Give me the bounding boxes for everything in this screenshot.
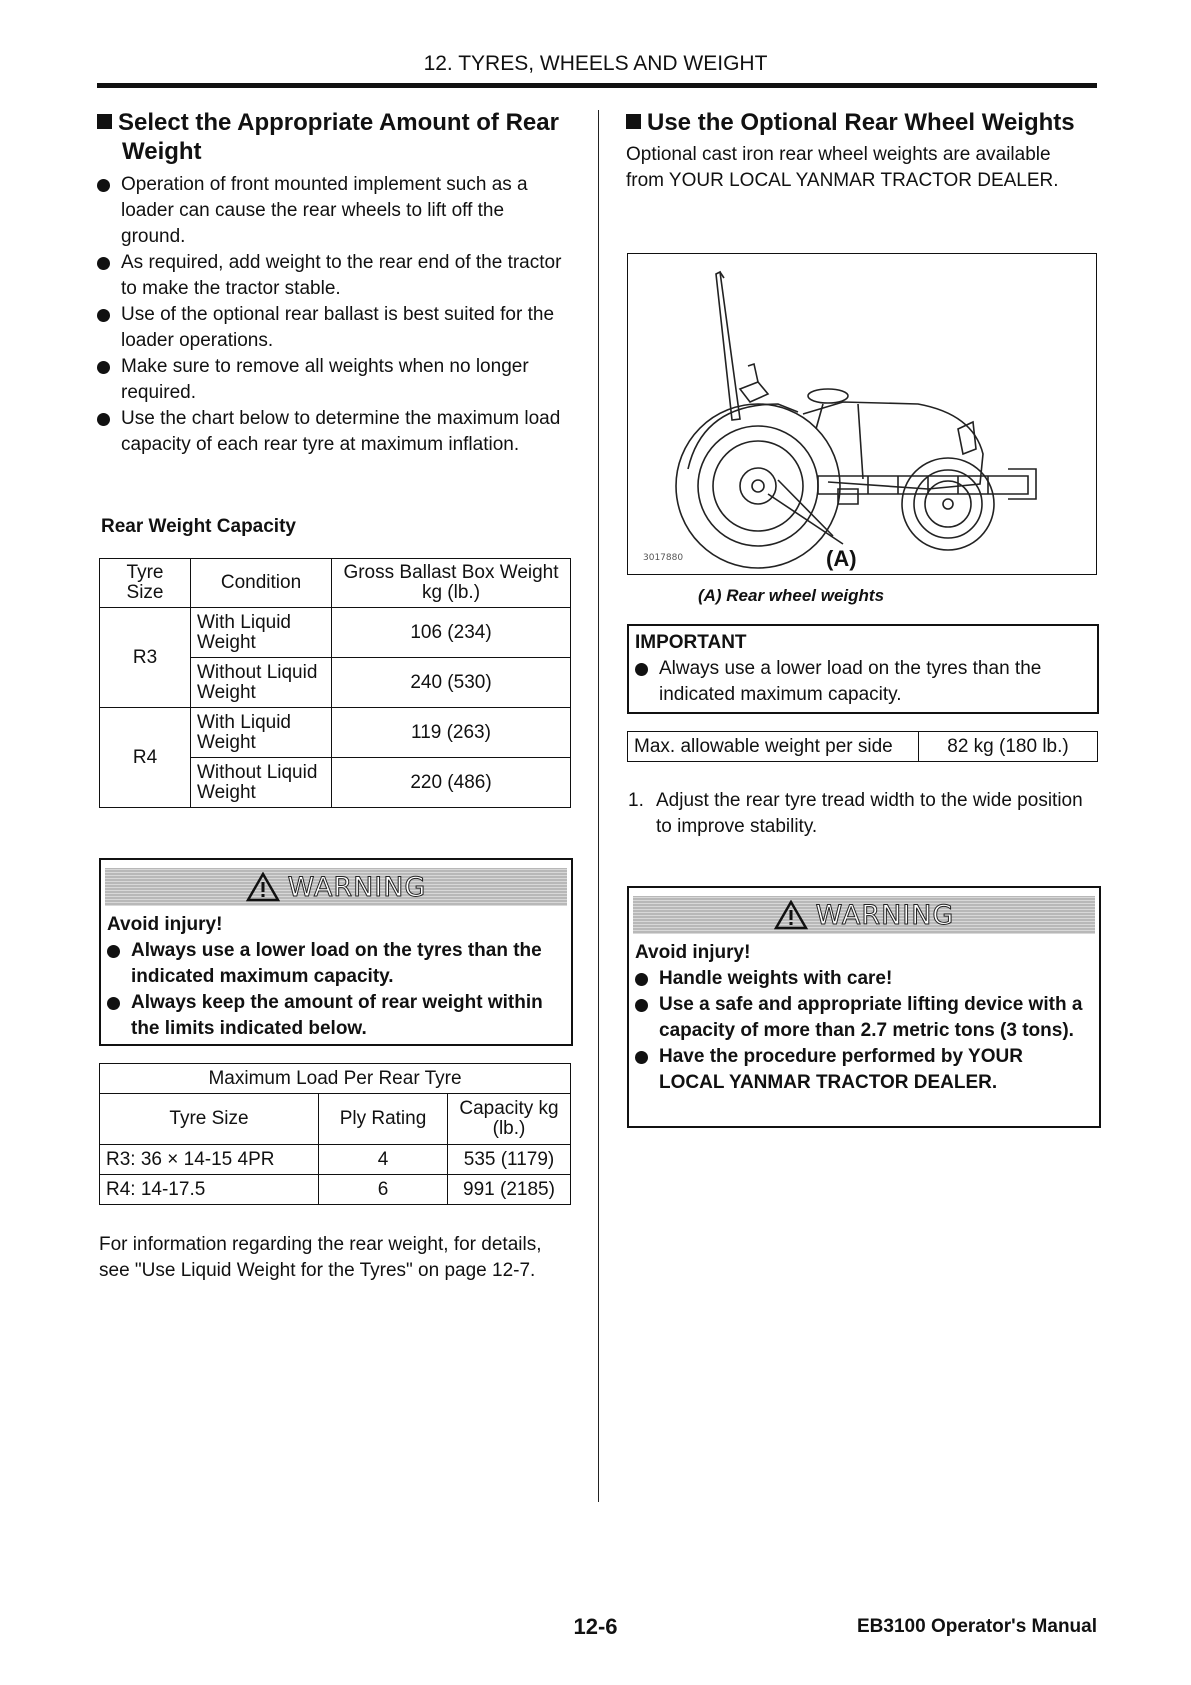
- important-box: [627, 624, 1099, 714]
- manual-title: EB3100 Operator's Manual: [857, 1616, 1097, 1637]
- max-load-table: [99, 1063, 571, 1205]
- ply-rating-cell: 6: [319, 1175, 448, 1205]
- section-heading-rear-weight: Select the Appropriate Amount of Rear Weight: [97, 108, 577, 166]
- bullet-item: Operation of front mounted implement such as a loader can cause the rear wheels to lift off the ground.: [97, 172, 567, 250]
- table-header-row: [100, 1094, 571, 1145]
- bullet-item: Make sure to remove all weights when no longer required.: [97, 354, 567, 406]
- figure-code: 3017880: [643, 553, 684, 563]
- warning-box-right: [627, 886, 1101, 1128]
- capacity-cell: 535 (1179): [448, 1145, 571, 1175]
- header-tyre-size: Tyre Size: [100, 1094, 319, 1145]
- header-tyre-size: Tyre Size: [100, 559, 191, 608]
- important-title: IMPORTANT: [635, 632, 747, 653]
- important-bullet: Always use a lower load on the tyres than the indicated maximum capacity.: [635, 656, 1091, 708]
- rear-weight-info-note: For information regarding the rear weight, for details, see "Use Liquid Weight for the Tyres" on page 12-7.: [99, 1234, 542, 1281]
- step-number: 1.: [628, 790, 644, 811]
- tyre-size-cell: R3: [100, 608, 191, 708]
- capacity-cell: 991 (2185): [448, 1175, 571, 1205]
- warning-triangle-icon: [774, 900, 808, 930]
- warning-bullet: Use a safe and appropriate lifting device with a capacity of more than 2.7 metric tons (3 tons).: [635, 992, 1093, 1044]
- column-divider: [598, 110, 599, 1502]
- step-list: [628, 788, 1098, 840]
- table-row: [100, 1145, 571, 1175]
- tractor-illustration: [628, 254, 1096, 574]
- max-weight-label: Max. allowable weight per side: [628, 732, 919, 762]
- warning-bullet: Have the procedure performed by YOUR LOCAL YANMAR TRACTOR DEALER.: [635, 1044, 1093, 1096]
- weight-cell: 240 (530): [332, 658, 571, 708]
- bullet-item: As required, add weight to the rear end of the tractor to make the tractor stable.: [97, 250, 567, 302]
- warning-banner: [105, 868, 567, 906]
- capacity-table-title: Rear Weight Capacity: [101, 516, 296, 537]
- header-condition: Condition: [191, 559, 332, 608]
- condition-cell: Without Liquid Weight: [191, 758, 332, 808]
- weight-cell: 220 (486): [332, 758, 571, 808]
- tractor-figure: [627, 253, 1097, 575]
- weight-cell: 106 (234): [332, 608, 571, 658]
- table-row: [628, 732, 1098, 762]
- header-ply-rating: Ply Rating: [319, 1094, 448, 1145]
- max-load-title: Maximum Load Per Rear Tyre: [100, 1064, 571, 1094]
- condition-cell: With Liquid Weight: [191, 608, 332, 658]
- weight-cell: 119 (263): [332, 708, 571, 758]
- heading-square-icon: [626, 114, 641, 129]
- bullet-item: Use of the optional rear ballast is best suited for the loader operations.: [97, 302, 567, 354]
- ply-rating-cell: 4: [319, 1145, 448, 1175]
- header-rule: [97, 83, 1097, 88]
- table-row: [100, 708, 571, 758]
- bullet-item: Use the chart below to determine the maximum load capacity of each rear tyre at maximum inflation.: [97, 406, 567, 458]
- max-allowable-weight-table: [627, 731, 1098, 762]
- header-gross-ballast: Gross Ballast Box Weight kg (lb.): [332, 559, 571, 608]
- warning-lead: Avoid injury!: [107, 914, 223, 935]
- tyre-size-cell: R4: 14-17.5: [100, 1175, 319, 1205]
- table-row: [100, 1175, 571, 1205]
- rear-weight-bullet-list: [97, 172, 567, 458]
- page-number: 12-6: [573, 1614, 618, 1639]
- warning-label: WARNING: [815, 899, 955, 931]
- rear-weight-capacity-table: [99, 558, 571, 808]
- page-header-title: 12. TYRES, WHEELS AND WEIGHT: [423, 52, 768, 75]
- warning-bullet: Handle weights with care!: [635, 966, 1093, 992]
- header-capacity: Capacity kg (lb.): [448, 1094, 571, 1145]
- figure-caption: (A) Rear wheel weights: [697, 586, 885, 605]
- step-item: [628, 788, 1098, 840]
- warning-lead: Avoid injury!: [635, 942, 751, 963]
- warning-label: WARNING: [287, 871, 427, 903]
- heading-square-icon: [97, 114, 112, 129]
- section-heading-wheel-weights: Use the Optional Rear Wheel Weights: [626, 108, 1096, 137]
- warning-banner: [633, 896, 1095, 934]
- table-header-row: [100, 559, 571, 608]
- table-title-row: [100, 1064, 571, 1094]
- condition-cell: Without Liquid Weight: [191, 658, 332, 708]
- max-weight-value: 82 kg (180 lb.): [919, 732, 1098, 762]
- warning-triangle-icon: [246, 872, 280, 902]
- wheel-weights-intro: Optional cast iron rear wheel weights are available from YOUR LOCAL YANMAR TRACTOR DEALER.: [626, 144, 1059, 191]
- table-row: [100, 608, 571, 658]
- tyre-size-cell: R3: 36 × 14-15 4PR: [100, 1145, 319, 1175]
- condition-cell: With Liquid Weight: [191, 708, 332, 758]
- figure-callout-a: (A): [826, 546, 857, 571]
- step-text: Adjust the rear tyre tread width to the wide position to improve stability.: [656, 790, 1083, 837]
- warning-bullet: Always keep the amount of rear weight within the limits indicated below.: [107, 990, 565, 1042]
- tyre-size-cell: R4: [100, 708, 191, 808]
- warning-bullet: Always use a lower load on the tyres than the indicated maximum capacity.: [107, 938, 565, 990]
- warning-box-left: [99, 858, 573, 1046]
